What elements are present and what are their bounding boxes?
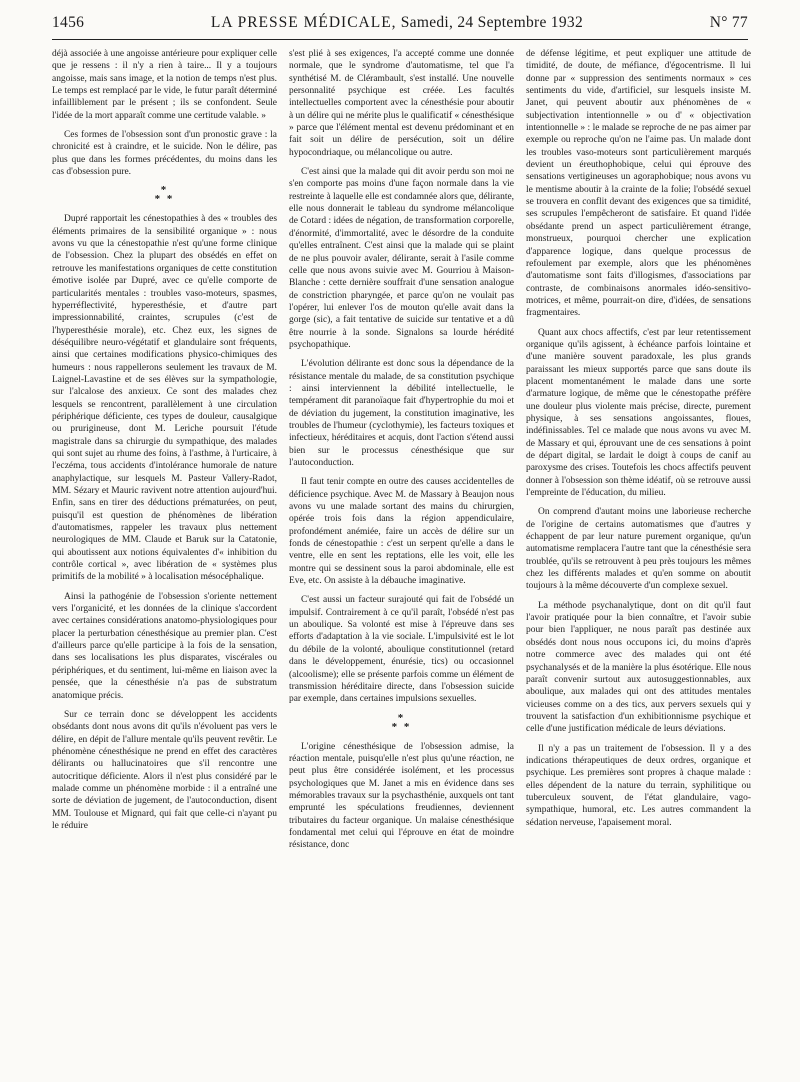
paragraph: Ces formes de l'obsession sont d'un pronostic grave : la chronicité est à craindre, et le suicide. Non le délire, pas plus que dans les formes précédentes, du moins dans les cas d'obsession pure. bbox=[52, 130, 277, 178]
paragraph: de défense légitime, et peut expliquer une attitude de timidité, de doute, de méfiance, d'égocentrisme. Il lui donne par « suppression des sentiments normaux » ces sentiments du vide, d'artificiel, sur lesquels insiste M. Janet, qui peuvent aboutir aux phénomènes de « subjectivation intentionnelle » ou d' « objectivation intentionnelle » : le malade se reproche de ne pas aimer par exemple ou reproche qu'on ne l'aime pas. Un malade dont les troubles vaso-moteurs sont particulièrement marqués devient un éreuthophobique, celui qui éprouve des sensations vertigineuses un agoraphobique; nous avons vu le mentisme aboutir à la crainte de la folie; l'obsédé sexuel se trouvera en conflit devant des exigences que sa timidité, ses scrupules l'empêcheront de satisfaire. Et quand l'idée obsédante prend un aspect particulièrement étrange, monstrueux, pourquoi chercher une explication d'apparence logique, dans quelque processus de refoulement par exemple, alors que les phénomènes d'automatisme sont faits d'illogismes, d'associations par contraste, de combinaisons anormales idéo-sensitivo-motrices, et même, pourrait-on dire, d'idées, de sensations fragmentaires. bbox=[526, 49, 751, 319]
paragraph: déjà associée à une angoisse antérieure pour expliquer celle que je ressens : il n'y a rien à taire... Il y a toujours angoisse, mais sans image, et la notion de temps n'est plus. Le temps est remplacé par le vide, le futur paraît déterminé infailliblement par le présent ; ils se confondent. Seule l'idée de la mort apparaît comme une certitude valable. » bbox=[52, 49, 277, 121]
issue-date: Samedi, 24 Septembre 1932 bbox=[400, 14, 584, 31]
section-separator: * * * bbox=[391, 711, 412, 733]
issue-number: N° 77 bbox=[709, 14, 748, 31]
article-columns bbox=[52, 48, 752, 1073]
paragraph: Il faut tenir compte en outre des causes accidentelles de déficience psychique. Avec M. de Massary à Beaujon nous avons vu une malade sortant des mains du chirurgien, opérée trois fois dans la région appendiculaire, profondément anémiée, faire un accès de délire sur un fonds de cénestopathie : c'est un serpent qu'elle a dans le ventre, elle en sent les reptations, elle les voit, elle les montre qui se dessinent sous la paroi abdominale, elle est Eve, etc. On assiste à la débauche imaginative. bbox=[289, 477, 514, 587]
journal-header bbox=[84, 14, 710, 32]
paragraph: On comprend d'autant moins une laborieuse recherche de l'origine de certains automatismes que d'autres y échappent de par leur nature purement organique, qu'un automatisme remplacera l'autre tant que la cénesthésie sera troublée, qu'ils se retrouvent à peu près toujours les mêmes chez les différents malades et qu'en somme on aboutit toujours à la même découverte d'un complexe sexuel. bbox=[526, 507, 751, 592]
paragraph: La méthode psychanalytique, dont on dit qu'il faut l'avoir pratiquée pour la bien connaître, et l'avoir subie pour bien l'appliquer, ne nous paraît pas destinée aux obsédés dont nous nous occupons ici, du moins d'après notre commerce avec des malades qui ont été psychanalysés et de la manière la plus ésotérique. Elle nous paraît convenir surtout aux autosuggestionnables, aux aboulique, aux malades qui ont des attitudes mentales vicieuses comme on a des tics, aux pervers sexuels qui y trouvent la satisfaction d'un exhibitionnisme psychique et celle d'une justification médicale de leurs déviations. bbox=[526, 600, 751, 735]
column-3 bbox=[526, 48, 751, 1073]
paragraph: C'est aussi un facteur surajouté qui fait de l'obsédé un impulsif. Contrairement à ce qu'il paraît, l'obsédé n'est pas un aboulique. Sa volonté est mise à l'épreuve dans ses efforts d'adaptation à la vie sociale. L'impulsivité est le lot du débile de la volonté, aboulique constitutionnel (retard dans le développement, énurésie, tics) ou occasionnel (alcoolisme); elle se présente parfois comme un élément de transmission héréditaire directe, dans l'obsession suicide par exemple, dans certaines impulsions sexuelles. bbox=[289, 595, 514, 705]
paragraph: Quant aux chocs affectifs, c'est par leur retentissement organique qu'ils agissent, à échéance parfois lointaine et d'une manière souvent paradoxale, les plus grands paraissant les mieux supportés parce que sans doute ils placent momentanément le malade dans une sorte d'armature logique, de même que le cénestopathe préfère une douleur plus violente mais précise, directe, purement physique, à ses sensations angoissantes, floues, indéfinissables. Tel ce malade que nous avons vu avec M. de Massary et qui, éprouvant une de ces sensations à point de départ digital, se lardait le doigt à coups de canif au paroxysme des crises. Toutefois les chocs affectifs peuvent donner à l'obsession son thème idéatif, où se retrouve aussi l'empreinte de l'éducation, du milieu. bbox=[526, 327, 751, 499]
paragraph: L'origine cénesthésique de l'obsession admise, la réaction mentale, puisqu'elle n'est plus qu'une réaction, ne peut plus être considérée isolément, et les processus psychologiques que M. Janet a mis en évidence dans ses mémorables travaux sur la psychasthénie, auxquels ont tant emprunté les spéculations freudiennes, deviennent tributaires du facteur organique. Un malaise cénesthésique fondamental met celui qui l'éprouve en état de moindre résistance, donc bbox=[289, 741, 514, 851]
column-1 bbox=[52, 48, 277, 1073]
column-2 bbox=[289, 48, 514, 1073]
section-separator: * * * bbox=[154, 184, 175, 206]
paragraph: L'évolution délirante est donc sous la dépendance de la résistance mentale du malade, de sa constitution psychique : ainsi interviennent la débilité intellectuelle, le tempérament dit paranoïaque fait d'hypertrophie du moi et de déviation du jugement, la constitution imaginative, les troubles de l'humeur (cyclothymie), les facteurs toxiques et infectieux, héréditaires et acquis, dont l'action s'étend aussi bien sur le processus cénesthésique que sur l'autoconduction. bbox=[289, 359, 514, 468]
paragraph: Il n'y a pas un traitement de l'obsession. Il y a des indications thérapeutiques de deux ordres, organique et psychique. Les premières sont propres à chaque malade : elles dépendent de la nature du terrain, syphilitique ou tuberculeux souvent, de l'état glandulaire, vago-sympathique, humoral, etc. Les autres commandent la sédation nerveuse, l'apaisement moral. bbox=[526, 743, 751, 828]
paragraph: Ainsi la pathogénie de l'obsession s'oriente nettement vers l'organicité, et les données de la clinique s'accordent avec certaines considérations anatomo-physiologiques pour placer la perturbation cénesthésique au premier plan. C'est d'ailleurs parce qu'elle participe à la fois de la sensation, dans ses localisations les plus disparates, viscérales ou périphériques, et du sentiment, lui-même en liaison avec la pensée, que la cénesthésie n'a pas de substratum anatomique précis. bbox=[52, 591, 277, 701]
page-number: 1456 bbox=[52, 14, 85, 31]
paragraph: Dupré rapportait les cénestopathies à des « troubles des éléments primaires de la sensibilité organique » : nous avons vu que la cénestopathie n'est qu'une forme clinique de l'obsession. Chez la plupart des obsédés en effet on retrouve les manifestations organiques de cette constitution émotive isolée par Dupré, avec ce qu'elle comporte de particularités mentales : troubles vaso-moteurs, spasmes, hyperréflectivité, hyperesthésie, et d'autre part impressionnabilité, craintes, scrupules (c'est de l'hyperesthésie morale), etc. Chez eux, les signes de déséquilibre neuro-végétatif et glandulaire sont fréquents, ainsi que certaines modifications physico-chimiques des humeurs : nous rappellerons seulement les travaux de M. Laignel-Lavastine et de ses élèves sur la sympathologie, sur l'alcalose des anxieux. Ce sont des malades chez lesquels se rencontrent, parallèlement à une circulation périphérique déficiente, ces types de douleur, causalgique ou prurigineuse, dont M. Leriche poursuit l'étude magistrale dans sa chirurgie du sympathique, des malades qui sont sujet au rhume des foins, à l'asthme, à l'urticaire, à l'eczéma, tous accidents d'intolérance humorale de nature anaphylactique, sur lesquels M. Pasteur Vallery-Radot, MM. Sézary et Mauric ravivent notre attention aujourd'hui. Enfin, sans en tirer des déductions prématurées, on peut, puisqu'il est question de phénomènes de libération d'automatismes, rappeler les travaux plus nettement neurologiques de MM. Claude et Baruk sur la Catatonie, qui aboutissent aux notions équivalentes d'« inhibition du contrôle cortical », avec libération de « systèmes plus primitifs de la mobilité » à localisation mésocéphalique. bbox=[52, 214, 277, 583]
paragraph: s'est plié à ses exigences, l'a accepté comme une donnée normale, que le syndrome d'automatisme, tel que l'a synthétisé M. de Clérambault, s'est installé. Une nouvelle personnalité psychique est créée. Les facultés intellectuelles comportent avec la cénesthésie pour aboutir à un délire qui ne mérite plus le qualificatif « cénesthésique » parce que l'élément mental est devenu prédominant et en fait soit un délire de persécution, soit un délire hypocondriaque, ou mélancolique ou autre. bbox=[289, 49, 514, 158]
journal-title: LA PRESSE MÉDICALE, bbox=[210, 14, 397, 31]
paragraph: Sur ce terrain donc se développent les accidents obsédants dont nous avons dit qu'ils n'évoluent pas vers le délire, en dépit de l'allure mentale qu'ils peuvent revêtir. Le phénomène cénesthésique ne prend en effet des caractères délirants ou hallucinatoires que s'il rencontre une autocritique déficiente. Alors il n'est plus considéré par le malade comme un phénomène morbide : il a entraîné une sorte de déviation de jugement, de l'autoconduction, disent MM. Toulouse et Mignard, qui fait que celle-ci n'ayant pu le réduire bbox=[52, 709, 277, 831]
running-header bbox=[52, 14, 748, 40]
header-rule bbox=[52, 39, 748, 40]
paragraph: C'est ainsi que la malade qui dit avoir perdu son moi ne s'en comporte pas moins d'une façon normale dans la vie restreinte à laquelle elle est condamnée alors que, délirante, elle nous donnerait le tableau du syndrome mélancolique de Cotard : idées de négation, de transformation corporelle, d'énormité, d'immortalité, avec le désordre de la conduite qu'elles entraînent. C'est ainsi que la malade qui se plaint de ne plus pouvoir avaler, délirante, serait à l'asile comme celle que nous avons suivie avec M. Gourriou à Maison-Blanche : cette dernière souffrait d'une sensation analogue de constriction pharyngée, et parce qu'on ne voulait pas l'opérer, lui enlever l'os de mouton qu'elle avait dans la gorge (sic), a fait tentative de suicide sur tentative et a dû être nourrie à la sonde. Signalons sa lourde hérédité psychopathique. bbox=[289, 167, 514, 350]
